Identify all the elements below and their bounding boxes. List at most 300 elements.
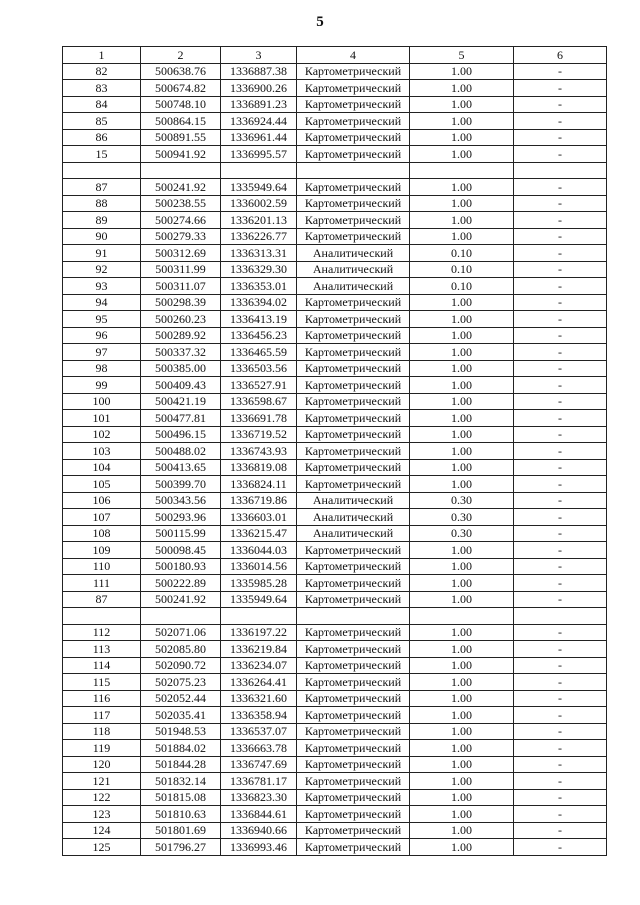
table-row: [63, 344, 607, 361]
note-cell: -: [514, 377, 607, 394]
point-number-cell: 124: [63, 822, 141, 839]
table-row: [63, 261, 607, 278]
x-coordinate-cell: 500941.92: [141, 146, 221, 163]
note-cell: -: [514, 591, 607, 608]
method-cell: [297, 608, 410, 625]
method-cell: Картометрический: [297, 459, 410, 476]
note-cell: -: [514, 641, 607, 658]
table-body: [63, 63, 607, 855]
y-coordinate-cell: 1336598.67: [221, 393, 297, 410]
y-coordinate-cell: 1336887.38: [221, 63, 297, 80]
accuracy-cell: 0.10: [410, 245, 514, 262]
note-cell: -: [514, 80, 607, 97]
y-coordinate-cell: 1336691.78: [221, 410, 297, 427]
separator-row: [63, 162, 607, 179]
accuracy-cell: 1.00: [410, 459, 514, 476]
y-coordinate-cell: 1336321.60: [221, 690, 297, 707]
accuracy-cell: 1.00: [410, 80, 514, 97]
table-row: [63, 146, 607, 163]
method-cell: Картометрический: [297, 674, 410, 691]
x-coordinate-cell: 500496.15: [141, 426, 221, 443]
note-cell: -: [514, 179, 607, 196]
point-number-cell: 102: [63, 426, 141, 443]
accuracy-cell: 1.00: [410, 327, 514, 344]
table-row: [63, 245, 607, 262]
y-coordinate-cell: 1336413.19: [221, 311, 297, 328]
table-row: [63, 327, 607, 344]
table-row: [63, 822, 607, 839]
x-coordinate-cell: 500115.99: [141, 525, 221, 542]
x-coordinate-cell: 500748.10: [141, 96, 221, 113]
y-coordinate-cell: 1335949.64: [221, 591, 297, 608]
x-coordinate-cell: 501884.02: [141, 740, 221, 757]
y-coordinate-cell: 1336663.78: [221, 740, 297, 757]
accuracy-cell: 1.00: [410, 641, 514, 658]
y-coordinate-cell: 1336603.01: [221, 509, 297, 526]
header-cell: 5: [410, 47, 514, 64]
x-coordinate-cell: 502035.41: [141, 707, 221, 724]
accuracy-cell: 1.00: [410, 443, 514, 460]
accuracy-cell: 0.10: [410, 261, 514, 278]
accuracy-cell: 1.00: [410, 195, 514, 212]
x-coordinate-cell: 500864.15: [141, 113, 221, 130]
note-cell: -: [514, 212, 607, 229]
table-row: [63, 789, 607, 806]
note-cell: -: [514, 806, 607, 823]
method-cell: Картометрический: [297, 228, 410, 245]
x-coordinate-cell: 500337.32: [141, 344, 221, 361]
accuracy-cell: 1.00: [410, 707, 514, 724]
method-cell: Картометрический: [297, 360, 410, 377]
accuracy-cell: 1.00: [410, 410, 514, 427]
point-number-cell: 107: [63, 509, 141, 526]
table-row: [63, 459, 607, 476]
accuracy-cell: 1.00: [410, 311, 514, 328]
x-coordinate-cell: 500674.82: [141, 80, 221, 97]
note-cell: -: [514, 657, 607, 674]
method-cell: Аналитический: [297, 261, 410, 278]
x-coordinate-cell: 500413.65: [141, 459, 221, 476]
method-cell: Картометрический: [297, 311, 410, 328]
table-row: [63, 657, 607, 674]
method-cell: Картометрический: [297, 558, 410, 575]
accuracy-cell: 1.00: [410, 63, 514, 80]
note-cell: -: [514, 195, 607, 212]
table-row: [63, 393, 607, 410]
y-coordinate-cell: 1336358.94: [221, 707, 297, 724]
table-row: [63, 294, 607, 311]
accuracy-cell: 1.00: [410, 228, 514, 245]
accuracy-cell: 1.00: [410, 558, 514, 575]
point-number-cell: 99: [63, 377, 141, 394]
point-number-cell: 109: [63, 542, 141, 559]
method-cell: Картометрический: [297, 80, 410, 97]
x-coordinate-cell: 500385.00: [141, 360, 221, 377]
point-number-cell: 121: [63, 773, 141, 790]
method-cell: Аналитический: [297, 492, 410, 509]
point-number-cell: 101: [63, 410, 141, 427]
method-cell: Картометрический: [297, 443, 410, 460]
method-cell: Картометрический: [297, 212, 410, 229]
accuracy-cell: 1.00: [410, 344, 514, 361]
note-cell: -: [514, 393, 607, 410]
table-row: [63, 311, 607, 328]
point-number-cell: 114: [63, 657, 141, 674]
y-coordinate-cell: 1336353.01: [221, 278, 297, 295]
note-cell: [514, 162, 607, 179]
y-coordinate-cell: 1336891.23: [221, 96, 297, 113]
table-row: [63, 179, 607, 196]
table-row: [63, 228, 607, 245]
accuracy-cell: 1.00: [410, 657, 514, 674]
method-cell: Картометрический: [297, 327, 410, 344]
accuracy-cell: 1.00: [410, 476, 514, 493]
table-row: [63, 740, 607, 757]
x-coordinate-cell: 500293.96: [141, 509, 221, 526]
method-cell: Картометрический: [297, 179, 410, 196]
accuracy-cell: 1.00: [410, 179, 514, 196]
point-number-cell: 116: [63, 690, 141, 707]
method-cell: Картометрический: [297, 113, 410, 130]
accuracy-cell: 1.00: [410, 839, 514, 856]
x-coordinate-cell: 502075.23: [141, 674, 221, 691]
x-coordinate-cell: 500180.93: [141, 558, 221, 575]
point-number-cell: 119: [63, 740, 141, 757]
x-coordinate-cell: 500241.92: [141, 591, 221, 608]
y-coordinate-cell: 1336002.59: [221, 195, 297, 212]
table-row: [63, 377, 607, 394]
point-number-cell: 83: [63, 80, 141, 97]
header-cell: 1: [63, 47, 141, 64]
note-cell: -: [514, 344, 607, 361]
note-cell: -: [514, 63, 607, 80]
point-number-cell: 104: [63, 459, 141, 476]
y-coordinate-cell: 1336743.93: [221, 443, 297, 460]
point-number-cell: 125: [63, 839, 141, 856]
note-cell: -: [514, 525, 607, 542]
point-number-cell: 90: [63, 228, 141, 245]
table-row: [63, 558, 607, 575]
point-number-cell: 122: [63, 789, 141, 806]
accuracy-cell: 1.00: [410, 377, 514, 394]
y-coordinate-cell: [221, 608, 297, 625]
accuracy-cell: 1.00: [410, 723, 514, 740]
x-coordinate-cell: 500098.45: [141, 542, 221, 559]
point-number-cell: 15: [63, 146, 141, 163]
accuracy-cell: [410, 162, 514, 179]
accuracy-cell: 1.00: [410, 822, 514, 839]
point-number-cell: 85: [63, 113, 141, 130]
point-number-cell: 96: [63, 327, 141, 344]
method-cell: Картометрический: [297, 542, 410, 559]
table-row: [63, 426, 607, 443]
y-coordinate-cell: 1336197.22: [221, 624, 297, 641]
x-coordinate-cell: 500312.69: [141, 245, 221, 262]
y-coordinate-cell: 1336819.08: [221, 459, 297, 476]
method-cell: Картометрический: [297, 146, 410, 163]
accuracy-cell: 1.00: [410, 789, 514, 806]
header-cell: 6: [514, 47, 607, 64]
method-cell: Аналитический: [297, 509, 410, 526]
x-coordinate-cell: 500241.92: [141, 179, 221, 196]
note-cell: -: [514, 773, 607, 790]
note-cell: -: [514, 294, 607, 311]
note-cell: -: [514, 443, 607, 460]
header-cell: 2: [141, 47, 221, 64]
accuracy-cell: 1.00: [410, 690, 514, 707]
point-number-cell: 84: [63, 96, 141, 113]
note-cell: -: [514, 426, 607, 443]
point-number-cell: 108: [63, 525, 141, 542]
header-cell: 3: [221, 47, 297, 64]
table-row: [63, 575, 607, 592]
table-row: [63, 212, 607, 229]
note-cell: -: [514, 311, 607, 328]
method-cell: Картометрический: [297, 756, 410, 773]
method-cell: [297, 162, 410, 179]
note-cell: -: [514, 96, 607, 113]
method-cell: Картометрический: [297, 839, 410, 856]
y-coordinate-cell: 1336961.44: [221, 129, 297, 146]
point-number-cell: 111: [63, 575, 141, 592]
note-cell: -: [514, 756, 607, 773]
y-coordinate-cell: 1336503.56: [221, 360, 297, 377]
x-coordinate-cell: 502090.72: [141, 657, 221, 674]
point-number-cell: 103: [63, 443, 141, 460]
table-row: [63, 641, 607, 658]
method-cell: Картометрический: [297, 96, 410, 113]
page-number: 5: [316, 14, 324, 30]
x-coordinate-cell: [141, 162, 221, 179]
table-row: [63, 113, 607, 130]
note-cell: -: [514, 575, 607, 592]
point-number-cell: 91: [63, 245, 141, 262]
x-coordinate-cell: 500311.07: [141, 278, 221, 295]
accuracy-cell: 1.00: [410, 806, 514, 823]
method-cell: Картометрический: [297, 195, 410, 212]
note-cell: -: [514, 476, 607, 493]
method-cell: Картометрический: [297, 723, 410, 740]
point-number-cell: 110: [63, 558, 141, 575]
point-number-cell: 82: [63, 63, 141, 80]
accuracy-cell: 1.00: [410, 426, 514, 443]
note-cell: -: [514, 740, 607, 757]
x-coordinate-cell: 501832.14: [141, 773, 221, 790]
table-row: [63, 525, 607, 542]
point-number-cell: 118: [63, 723, 141, 740]
y-coordinate-cell: 1336394.02: [221, 294, 297, 311]
note-cell: -: [514, 327, 607, 344]
y-coordinate-cell: 1336900.26: [221, 80, 297, 97]
note-cell: -: [514, 146, 607, 163]
method-cell: Картометрический: [297, 377, 410, 394]
y-coordinate-cell: 1336993.46: [221, 839, 297, 856]
x-coordinate-cell: 501844.28: [141, 756, 221, 773]
note-cell: -: [514, 723, 607, 740]
note-cell: -: [514, 129, 607, 146]
x-coordinate-cell: 500399.70: [141, 476, 221, 493]
y-coordinate-cell: 1336264.41: [221, 674, 297, 691]
x-coordinate-cell: 502085.80: [141, 641, 221, 658]
table-row: [63, 80, 607, 97]
x-coordinate-cell: 500238.55: [141, 195, 221, 212]
point-number-cell: 106: [63, 492, 141, 509]
method-cell: Картометрический: [297, 476, 410, 493]
method-cell: Картометрический: [297, 426, 410, 443]
y-coordinate-cell: 1336215.47: [221, 525, 297, 542]
y-coordinate-cell: 1336719.52: [221, 426, 297, 443]
accuracy-cell: [410, 608, 514, 625]
y-coordinate-cell: 1336044.03: [221, 542, 297, 559]
note-cell: -: [514, 228, 607, 245]
method-cell: Картометрический: [297, 641, 410, 658]
point-number-cell: 94: [63, 294, 141, 311]
note-cell: -: [514, 674, 607, 691]
method-cell: Аналитический: [297, 245, 410, 262]
table-row: [63, 624, 607, 641]
point-number-cell: 113: [63, 641, 141, 658]
accuracy-cell: 1.00: [410, 146, 514, 163]
point-number-cell: 105: [63, 476, 141, 493]
accuracy-cell: 1.00: [410, 393, 514, 410]
x-coordinate-cell: 501810.63: [141, 806, 221, 823]
accuracy-cell: 1.00: [410, 96, 514, 113]
accuracy-cell: 1.00: [410, 129, 514, 146]
accuracy-cell: 1.00: [410, 575, 514, 592]
y-coordinate-cell: 1336313.31: [221, 245, 297, 262]
accuracy-cell: 1.00: [410, 624, 514, 641]
table-row: [63, 360, 607, 377]
y-coordinate-cell: 1335985.28: [221, 575, 297, 592]
note-cell: -: [514, 558, 607, 575]
y-coordinate-cell: 1336940.66: [221, 822, 297, 839]
table-row: [63, 129, 607, 146]
x-coordinate-cell: 501796.27: [141, 839, 221, 856]
note-cell: -: [514, 492, 607, 509]
y-coordinate-cell: 1336537.07: [221, 723, 297, 740]
point-number-cell: 95: [63, 311, 141, 328]
table-row: [63, 492, 607, 509]
y-coordinate-cell: 1336219.84: [221, 641, 297, 658]
table-row: [63, 63, 607, 80]
accuracy-cell: 1.00: [410, 113, 514, 130]
point-number-cell: 123: [63, 806, 141, 823]
table-row: [63, 410, 607, 427]
x-coordinate-cell: 501948.53: [141, 723, 221, 740]
coordinates-table: [62, 46, 607, 856]
note-cell: -: [514, 542, 607, 559]
y-coordinate-cell: 1336995.57: [221, 146, 297, 163]
accuracy-cell: 0.30: [410, 525, 514, 542]
x-coordinate-cell: 500891.55: [141, 129, 221, 146]
x-coordinate-cell: 500260.23: [141, 311, 221, 328]
point-number-cell: 87: [63, 591, 141, 608]
x-coordinate-cell: 500289.92: [141, 327, 221, 344]
note-cell: -: [514, 822, 607, 839]
note-cell: -: [514, 707, 607, 724]
table-row: [63, 195, 607, 212]
x-coordinate-cell: 500477.81: [141, 410, 221, 427]
x-coordinate-cell: 501801.69: [141, 822, 221, 839]
table-row: [63, 690, 607, 707]
table-row: [63, 542, 607, 559]
y-coordinate-cell: 1336823.30: [221, 789, 297, 806]
y-coordinate-cell: 1336226.77: [221, 228, 297, 245]
y-coordinate-cell: 1336747.69: [221, 756, 297, 773]
accuracy-cell: 1.00: [410, 756, 514, 773]
accuracy-cell: 0.10: [410, 278, 514, 295]
x-coordinate-cell: 500222.89: [141, 575, 221, 592]
method-cell: Картометрический: [297, 410, 410, 427]
table-row: [63, 443, 607, 460]
point-number-cell: 98: [63, 360, 141, 377]
note-cell: -: [514, 690, 607, 707]
x-coordinate-cell: 500298.39: [141, 294, 221, 311]
method-cell: Картометрический: [297, 657, 410, 674]
x-coordinate-cell: 500343.56: [141, 492, 221, 509]
y-coordinate-cell: 1336201.13: [221, 212, 297, 229]
note-cell: -: [514, 360, 607, 377]
method-cell: Картометрический: [297, 740, 410, 757]
x-coordinate-cell: 501815.08: [141, 789, 221, 806]
note-cell: -: [514, 410, 607, 427]
y-coordinate-cell: 1336719.86: [221, 492, 297, 509]
point-number-cell: 115: [63, 674, 141, 691]
x-coordinate-cell: 502071.06: [141, 624, 221, 641]
y-coordinate-cell: [221, 162, 297, 179]
x-coordinate-cell: [141, 608, 221, 625]
table-row: [63, 96, 607, 113]
table-row: [63, 756, 607, 773]
method-cell: Картометрический: [297, 393, 410, 410]
y-coordinate-cell: 1336456.23: [221, 327, 297, 344]
accuracy-cell: 1.00: [410, 294, 514, 311]
y-coordinate-cell: 1336824.11: [221, 476, 297, 493]
table-row: [63, 591, 607, 608]
point-number-cell: 117: [63, 707, 141, 724]
separator-row: [63, 608, 607, 625]
y-coordinate-cell: 1335949.64: [221, 179, 297, 196]
method-cell: Картометрический: [297, 806, 410, 823]
note-cell: -: [514, 624, 607, 641]
note-cell: -: [514, 789, 607, 806]
method-cell: Картометрический: [297, 789, 410, 806]
accuracy-cell: 1.00: [410, 360, 514, 377]
accuracy-cell: 1.00: [410, 674, 514, 691]
method-cell: Аналитический: [297, 525, 410, 542]
accuracy-cell: 1.00: [410, 212, 514, 229]
x-coordinate-cell: 500488.02: [141, 443, 221, 460]
note-cell: -: [514, 459, 607, 476]
method-cell: Картометрический: [297, 63, 410, 80]
point-number-cell: 89: [63, 212, 141, 229]
method-cell: Картометрический: [297, 129, 410, 146]
method-cell: Картометрический: [297, 624, 410, 641]
note-cell: -: [514, 278, 607, 295]
point-number-cell: 88: [63, 195, 141, 212]
point-number-cell: 100: [63, 393, 141, 410]
table-row: [63, 278, 607, 295]
method-cell: Картометрический: [297, 707, 410, 724]
point-number-cell: 93: [63, 278, 141, 295]
note-cell: -: [514, 245, 607, 262]
method-cell: Картометрический: [297, 575, 410, 592]
table-row: [63, 806, 607, 823]
x-coordinate-cell: 500274.66: [141, 212, 221, 229]
accuracy-cell: 0.30: [410, 492, 514, 509]
y-coordinate-cell: 1336844.61: [221, 806, 297, 823]
y-coordinate-cell: 1336527.91: [221, 377, 297, 394]
